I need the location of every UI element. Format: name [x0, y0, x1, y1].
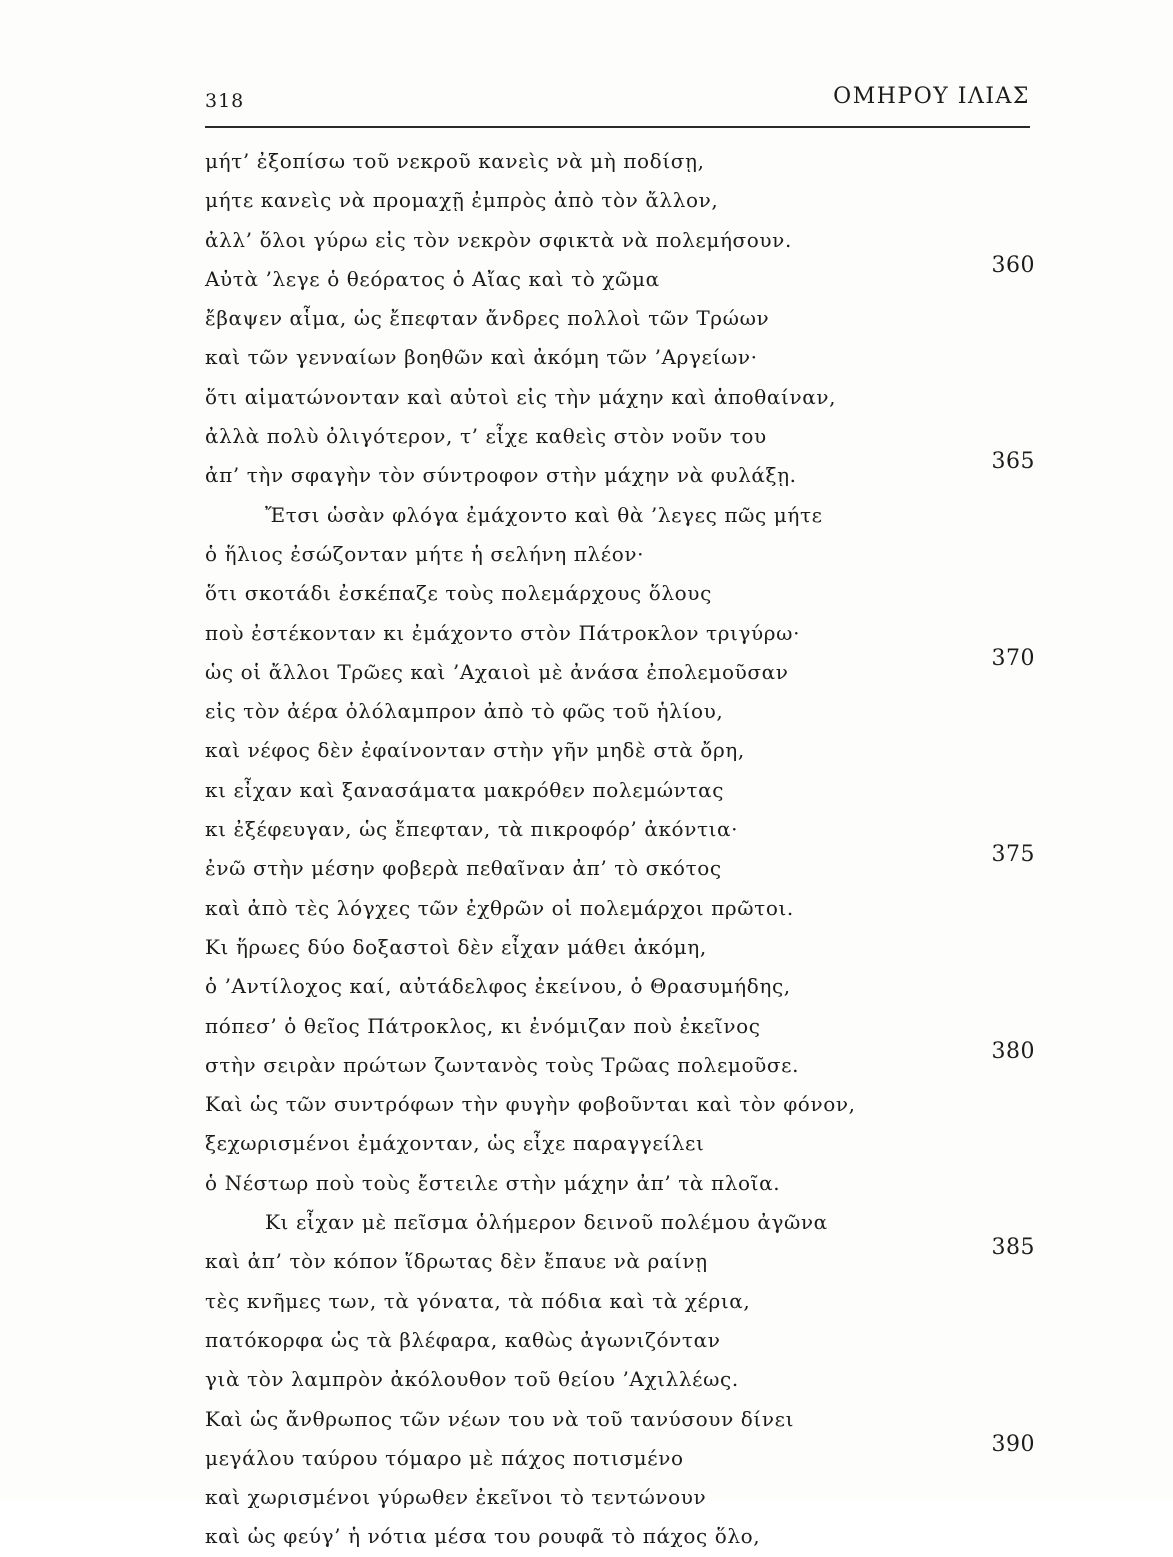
verse-text: ξεχωρισμένοι ἐμάχονταν, ὡς εἶχε παραγγείλει	[205, 1131, 705, 1156]
verse-line	[205, 842, 1035, 888]
verse-text: στὴν σειρὰν πρώτων ζωντανὸς τοὺς Τρῶας πολεμοῦσε.	[205, 1052, 800, 1077]
verse-text: μήτε κανεὶς νὰ προμαχῇ ἐμπρὸς ἀπὸ τὸν ἄλλον,	[205, 188, 719, 213]
verse-text: ὁ ’Αντίλοχος καί, αὐτάδελφος ἐκείνου, ὁ Θρασυμήδης,	[205, 974, 791, 999]
verse-line	[205, 1400, 1035, 1439]
line-number: 365	[991, 449, 1035, 475]
verse-line	[205, 299, 1035, 338]
verse-text: πόπεσ’ ὁ θεῖος Πάτροκλος, κι ἐνόμιζαν ποὺ ἐκεῖνος	[205, 1013, 761, 1038]
verse-text: ὁ Νέστωρ ποὺ τοὺς ἔστειλε στὴν μάχην ἀπ’ τὰ πλοῖα.	[205, 1170, 781, 1195]
verse-line	[205, 928, 1035, 967]
verse-line	[205, 731, 1035, 770]
verse-text: μεγάλου ταύρου τόμαρο μὲ πάχος ποτισμένο	[205, 1445, 684, 1470]
verse-line	[205, 252, 1035, 299]
verse-text: καὶ ἀπ’ τὸν κόπον ἵδρωτας δὲν ἔπαυε νὰ ραίνῃ	[205, 1249, 708, 1274]
verse-line	[205, 1203, 1035, 1242]
line-number: 380	[991, 1038, 1035, 1064]
line-number: 385	[991, 1235, 1035, 1261]
verse-text: ἔβαψεν αἷμα, ὡς ἔπεφταν ἄνδρες πολλοὶ τῶν Τρώων	[205, 306, 770, 331]
verse-text: καὶ ἀπὸ τὲς λόγχες τῶν ἐχθρῶν οἱ πολεμάρχοι πρῶτοι.	[205, 895, 794, 920]
page-header	[205, 80, 1030, 120]
verse-line	[205, 1282, 1035, 1321]
verse-text: τὲς κνῆμες των, τὰ γόνατα, τὰ πόδια καὶ τὰ χέρια,	[205, 1288, 751, 1313]
verse-line	[205, 889, 1035, 928]
verse-text: καὶ νέφος δὲν ἐφαίνονταν στὴν γῆν μηδὲ στὰ ὄρη,	[205, 738, 745, 763]
verse-text: ποὺ ἐστέκονταν κι ἐμάχοντο στὸν Πάτροκλον τριγύρω·	[205, 620, 801, 645]
verse-text: κι ἐξέφευγαν, ὡς ἔπεφταν, τὰ πικροφόρ’ ἀκόντια·	[205, 817, 739, 842]
verse-text: ἀπ’ τὴν σφαγὴν τὸν σύντροφον στὴν μάχην νὰ φυλάξῃ.	[205, 463, 797, 488]
line-number: 360	[991, 252, 1035, 278]
verse-line	[205, 221, 1035, 260]
verse-text: καὶ χωρισμένοι γύρωθεν ἐκεῖνοι τὸ τεντώνουν	[205, 1485, 707, 1510]
line-number: 370	[991, 645, 1035, 671]
header-rule	[205, 126, 1030, 128]
verse-text: Κι εἶχαν μὲ πεῖσμα ὁλήμερον δεινοῦ πολέμου ἀγῶνα	[265, 1210, 828, 1235]
verse-text: γιὰ τὸν λαμπρὸν ἀκόλουθον τοῦ θείου ’Αχιλλέως.	[205, 1367, 739, 1392]
verse-line	[205, 1517, 1035, 1556]
verse-line	[205, 1085, 1035, 1124]
verse-line	[205, 535, 1035, 574]
verse-text: Αὐτὰ ’λεγε ὁ θεόρατος ὁ Αἴας καὶ τὸ χῶμα	[205, 266, 660, 291]
line-number: 390	[991, 1431, 1035, 1457]
verse-text: Κι ἥρωες δύο δοξαστοὶ δὲν εἶχαν μάθει ἀκόμη,	[205, 934, 707, 959]
verse-block	[205, 142, 1035, 1557]
verse-line	[205, 1235, 1035, 1281]
line-number: 375	[991, 842, 1035, 868]
verse-line	[205, 1431, 1035, 1478]
verse-text: καὶ τῶν γενναίων βοηθῶν καὶ ἀκόμη τῶν ’Αργείων·	[205, 345, 758, 370]
verse-line	[205, 1164, 1035, 1203]
verse-line	[205, 1360, 1035, 1399]
verse-line	[205, 181, 1035, 220]
verse-line	[205, 614, 1035, 653]
verse-text: Καὶ ὡς ἄνθρωπος τῶν νέων του νὰ τοῦ τανύσουν δίνει	[205, 1406, 795, 1431]
verse-text: πατόκορφα ὡς τὰ βλέφαρα, καθὼς ἀγωνιζόνταν	[205, 1327, 721, 1352]
verse-text: εἰς τὸν ἀέρα ὁλόλαμπρον ἀπὸ τὸ φῶς τοῦ ἡλίου,	[205, 699, 724, 724]
verse-text: ὁ ἥλιος ἐσώζονταν μήτε ἡ σελήνη πλέον·	[205, 541, 645, 566]
verse-line	[205, 771, 1035, 810]
verse-text: Καὶ ὡς τῶν συντρόφων τὴν φυγὴν φοβοῦνται καὶ τὸν φόνον,	[205, 1092, 856, 1117]
verse-line	[205, 449, 1035, 495]
verse-text: ἐνῶ στὴν μέσην φοβερὰ πεθαῖναν ἀπ’ τὸ σκότος	[205, 856, 722, 881]
verse-text: ἀλλὰ πολὺ ὀλιγότερον, τ’ εἶχε καθεὶς στὸν νοῦν του	[205, 424, 767, 449]
verse-line	[205, 417, 1035, 456]
verse-line	[205, 645, 1035, 692]
verse-text: ὡς οἱ ἄλλοι Τρῶες καὶ ’Αχαιοὶ μὲ ἀνάσα ἐπολεμοῦσαν	[205, 659, 789, 684]
verse-line	[205, 1321, 1035, 1360]
verse-line	[205, 1478, 1035, 1517]
verse-text: κι εἶχαν καὶ ξανασάματα μακρόθεν πολεμώντας	[205, 777, 725, 802]
verse-line	[205, 496, 1035, 535]
verse-line	[205, 1124, 1035, 1163]
verse-line	[205, 967, 1035, 1006]
verse-line	[205, 1007, 1035, 1046]
verse-text: ἀλλ’ ὅλοι γύρω εἰς τὸν νεκρὸν σφικτὰ νὰ πολεμήσουν.	[205, 227, 792, 252]
verse-text: Ἔτσι ὡσὰν φλόγα ἐμάχοντο καὶ θὰ ’λεγες πῶς μήτε	[265, 502, 823, 527]
verse-text: καὶ ὡς φεύγ’ ἡ νότια μέσα του ρουφᾶ τὸ πάχος ὅλο,	[205, 1524, 761, 1549]
verse-line	[205, 810, 1035, 849]
verse-line	[205, 692, 1035, 731]
running-title: ΟΜΗΡΟΥ ΙΛΙΑΣ	[833, 84, 1030, 109]
verse-line	[205, 142, 1035, 181]
verse-line	[205, 378, 1035, 417]
page-number: 318	[205, 90, 245, 112]
verse-text: μήτ’ ἐξοπίσω τοῦ νεκροῦ κανεὶς νὰ μὴ ποδίσῃ,	[205, 149, 705, 173]
verse-line	[205, 338, 1035, 377]
verse-line	[205, 574, 1035, 613]
verse-line	[205, 1038, 1035, 1085]
verse-text: ὅτι αἱματώνονταν καὶ αὐτοὶ εἰς τὴν μάχην καὶ ἀποθαίναν,	[205, 384, 837, 409]
verse-text: ὅτι σκοτάδι ἐσκέπαζε τοὺς πολεμάρχους ὅλους	[205, 581, 712, 606]
